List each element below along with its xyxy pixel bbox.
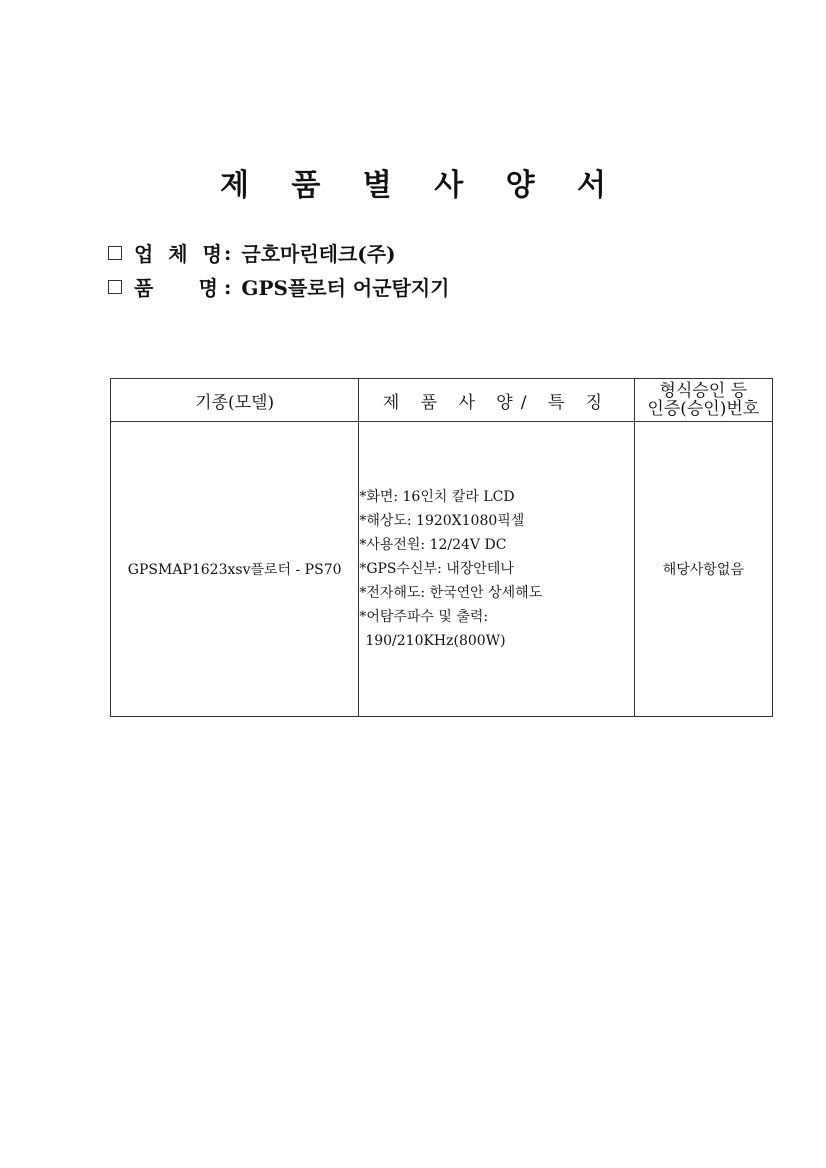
spec-item-sonar: *어탐주파수 및 출력: (359, 609, 489, 625)
spec-list (359, 485, 633, 653)
table-row (111, 422, 773, 717)
spec-item-gps: *GPS수신부: 내장안테나 (359, 561, 514, 577)
company-line (108, 238, 396, 267)
header-cert (634, 379, 772, 422)
header-spec: 제 품 사 양/ 특 징 (359, 379, 634, 422)
product-value: GPS플로터 어군탐지기 (241, 276, 450, 300)
product-colon: : (224, 274, 232, 299)
spec-item-sonar-value: 190/210KHz(800W) (365, 633, 506, 649)
spec-table (110, 378, 773, 717)
header-model: 기종(모델) (111, 379, 359, 422)
product-label (134, 272, 218, 301)
model-cell: GPSMAP1623xsv플로터 - PS70 (111, 422, 359, 717)
cert-cell: 해당사항없음 (634, 422, 772, 717)
company-label: 업 체 명 (134, 242, 226, 266)
document-title: 제 품 별 사 양 서 (219, 168, 623, 203)
product-checkbox-icon[interactable] (108, 280, 122, 294)
product-label-first: 품 (134, 276, 154, 300)
spec-item-screen: *화면: 16인치 칼라 LCD (359, 489, 515, 505)
header-cert-line2: 인증(승인)번호 (647, 399, 760, 419)
company-value: 금호마린테크(주) (241, 242, 396, 266)
spec-table-header-row (111, 379, 773, 422)
header-cert-line1: 형식승인 등 (659, 381, 748, 401)
product-line (108, 272, 449, 301)
company-colon: : (224, 240, 232, 265)
spec-cell (359, 422, 634, 717)
company-checkbox-icon[interactable] (108, 246, 122, 260)
product-label-last: 명 (198, 276, 218, 300)
spec-item-resolution: *해상도: 1920X1080픽셀 (359, 513, 525, 529)
spec-item-chart: *전자해도: 한국연안 상세해도 (359, 585, 543, 601)
spec-item-power: *사용전원: 12/24V DC (359, 537, 507, 553)
